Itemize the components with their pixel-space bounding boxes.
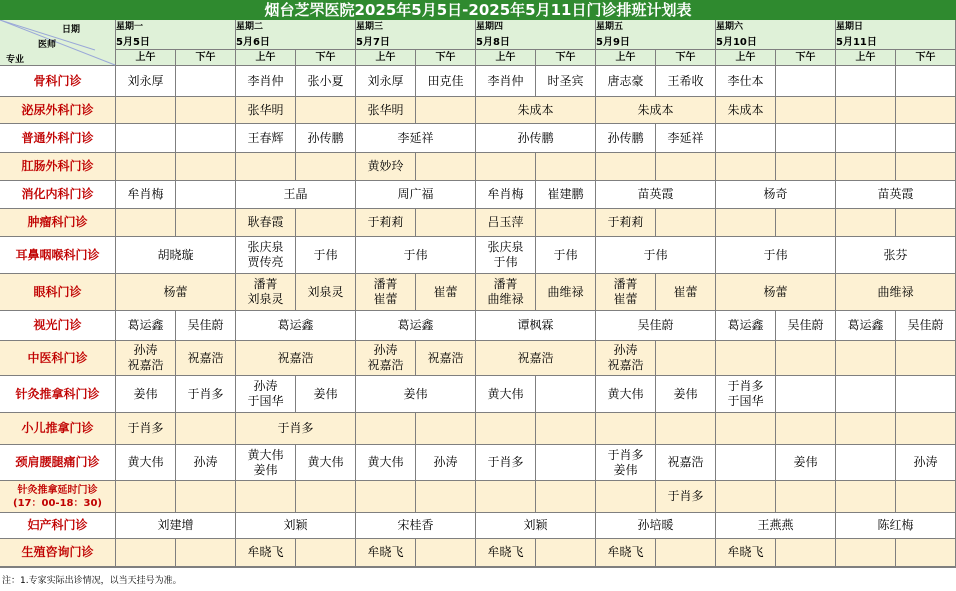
empty-cell: [176, 153, 236, 181]
empty-cell: [836, 376, 896, 413]
doctor-cell: 葛运鑫: [236, 311, 356, 341]
doctor-cell: 田克佳: [416, 66, 476, 97]
empty-cell: [836, 209, 896, 237]
doctor-cell: 于莉莉: [596, 209, 656, 237]
empty-cell: [716, 445, 776, 481]
pm-header: 下午: [416, 50, 476, 66]
pm-header: 下午: [896, 50, 956, 66]
doctor-cell: 刘泉灵: [296, 274, 356, 311]
day-header-7: [836, 20, 956, 50]
empty-cell: [776, 209, 836, 237]
doctor-cell: 于肖多: [236, 413, 356, 445]
empty-cell: [836, 97, 896, 124]
doctor-cell: 于伟: [596, 237, 716, 274]
doctor-cell: 孙涛 祝嘉浩: [356, 341, 416, 376]
doctor-cell: 孙培暖: [596, 513, 716, 539]
doctor-cell: 崔蕾: [656, 274, 716, 311]
doctor-cell: 张华明: [236, 97, 296, 124]
department-label: 骨科门诊: [0, 66, 116, 97]
doctor-cell: 黄妙玲: [356, 153, 416, 181]
empty-cell: [836, 341, 896, 376]
day-date: 5月11日: [836, 36, 877, 48]
day-name: 星期二: [236, 21, 264, 32]
empty-cell: [896, 66, 956, 97]
department-label: 针灸推拿延时门诊 (17：00-18：30): [0, 481, 116, 513]
day-name: 星期三: [356, 21, 384, 32]
doctor-cell: 孙涛 祝嘉浩: [116, 341, 176, 376]
empty-cell: [176, 209, 236, 237]
empty-cell: [296, 539, 356, 567]
empty-cell: [656, 539, 716, 567]
doctor-cell: 黄大伟: [296, 445, 356, 481]
empty-cell: [416, 97, 476, 124]
doctor-cell: 杨奇: [716, 181, 836, 209]
doctor-cell: 孙传鹏: [476, 124, 596, 153]
day-name: 星期四: [476, 21, 504, 32]
empty-cell: [536, 481, 596, 513]
doctor-cell: 葛运鑫: [116, 311, 176, 341]
day-name: 星期六: [716, 21, 744, 32]
doctor-cell: 祝嘉浩: [656, 445, 716, 481]
doctor-cell: 潘菁 曲维禄: [476, 274, 536, 311]
day-name: 星期一: [116, 21, 144, 32]
empty-cell: [176, 97, 236, 124]
empty-cell: [716, 413, 776, 445]
doctor-cell: 耿春霞: [236, 209, 296, 237]
doctor-cell: 于伟: [716, 237, 836, 274]
empty-cell: [116, 153, 176, 181]
pm-header: 下午: [776, 50, 836, 66]
am-header: 上午: [836, 50, 896, 66]
doctor-cell: 孙传鹏: [596, 124, 656, 153]
am-header: 上午: [476, 50, 536, 66]
department-label: 视光门诊: [0, 311, 116, 341]
empty-cell: [656, 341, 716, 376]
empty-cell: [716, 153, 776, 181]
department-label: 针灸推拿科门诊: [0, 376, 116, 413]
am-header: 上午: [116, 50, 176, 66]
doctor-cell: 吴佳蔚: [776, 311, 836, 341]
doctor-cell: 孙涛: [416, 445, 476, 481]
empty-cell: [776, 376, 836, 413]
doctor-cell: 于肖多: [656, 481, 716, 513]
am-header: 上午: [716, 50, 776, 66]
doctor-cell: 于肖多 姜伟: [596, 445, 656, 481]
empty-cell: [836, 66, 896, 97]
doctor-cell: 孙涛 于国华: [236, 376, 296, 413]
empty-cell: [656, 209, 716, 237]
doctor-cell: 孙传鹏: [296, 124, 356, 153]
doctor-cell: 祝嘉浩: [236, 341, 356, 376]
corner-label-specialty: 专业: [6, 55, 25, 65]
day-date: 5月7日: [356, 36, 390, 48]
empty-cell: [176, 124, 236, 153]
empty-cell: [776, 341, 836, 376]
empty-cell: [836, 153, 896, 181]
empty-cell: [476, 481, 536, 513]
pm-header: 下午: [656, 50, 716, 66]
doctor-cell: 黄大伟 姜伟: [236, 445, 296, 481]
empty-cell: [896, 341, 956, 376]
doctor-cell: 于肖多: [176, 376, 236, 413]
am-header: 上午: [236, 50, 296, 66]
doctor-cell: 孙涛: [176, 445, 236, 481]
doctor-cell: 王燕燕: [716, 513, 836, 539]
empty-cell: [116, 481, 176, 513]
empty-cell: [596, 481, 656, 513]
empty-cell: [536, 445, 596, 481]
doctor-cell: 潘菁 崔蕾: [596, 274, 656, 311]
empty-cell: [776, 66, 836, 97]
doctor-cell: 王晶: [236, 181, 356, 209]
doctor-cell: 刘永厚: [116, 66, 176, 97]
empty-cell: [836, 445, 896, 481]
department-label: 颈肩腰腿痛门诊: [0, 445, 116, 481]
empty-cell: [176, 481, 236, 513]
doctor-cell: 吴佳蔚: [596, 311, 716, 341]
doctor-cell: 杨蕾: [116, 274, 236, 311]
doctor-cell: 姜伟: [296, 376, 356, 413]
empty-cell: [116, 209, 176, 237]
empty-cell: [236, 153, 296, 181]
doctor-cell: 王春辉: [236, 124, 296, 153]
doctor-cell: 宋桂香: [356, 513, 476, 539]
empty-cell: [536, 539, 596, 567]
empty-cell: [116, 124, 176, 153]
empty-cell: [836, 413, 896, 445]
empty-cell: [896, 413, 956, 445]
empty-cell: [536, 209, 596, 237]
doctor-cell: 吴佳蔚: [176, 311, 236, 341]
corner-label-date: 日期: [62, 25, 81, 35]
doctor-cell: 葛运鑫: [356, 311, 476, 341]
doctor-cell: 黄大伟: [116, 445, 176, 481]
doctor-cell: 潘菁 刘泉灵: [236, 274, 296, 311]
doctor-cell: 陈红梅: [836, 513, 956, 539]
day-header-3: [356, 20, 476, 50]
doctor-cell: 牟肖梅: [476, 181, 536, 209]
doctor-cell: 张庆泉 贾传亮: [236, 237, 296, 274]
empty-cell: [416, 209, 476, 237]
doctor-cell: 曲维禄: [836, 274, 956, 311]
doctor-cell: 李肖仲: [236, 66, 296, 97]
department-label: 普通外科门诊: [0, 124, 116, 153]
doctor-cell: 刘建增: [116, 513, 236, 539]
empty-cell: [836, 481, 896, 513]
empty-cell: [416, 153, 476, 181]
day-header-2: [236, 20, 356, 50]
day-date: 5月9日: [596, 36, 630, 48]
empty-cell: [716, 124, 776, 153]
department-label: 消化内科门诊: [0, 181, 116, 209]
empty-cell: [896, 97, 956, 124]
doctor-cell: 牟晓飞: [236, 539, 296, 567]
department-label: 妇产科门诊: [0, 513, 116, 539]
doctor-cell: 牟晓飞: [476, 539, 536, 567]
doctor-cell: 孙涛 祝嘉浩: [596, 341, 656, 376]
empty-cell: [176, 181, 236, 209]
empty-cell: [176, 539, 236, 567]
empty-cell: [356, 481, 416, 513]
doctor-cell: 祝嘉浩: [416, 341, 476, 376]
empty-cell: [476, 153, 536, 181]
doctor-cell: 刘颖: [236, 513, 356, 539]
doctor-cell: 葛运鑫: [716, 311, 776, 341]
doctor-cell: 孙涛: [896, 445, 956, 481]
department-label: 泌尿外科门诊: [0, 97, 116, 124]
corner-label-doctor: 医师: [38, 40, 57, 50]
department-label: 生殖咨询门诊: [0, 539, 116, 567]
doctor-cell: 李延祥: [356, 124, 476, 153]
empty-cell: [776, 413, 836, 445]
department-label: 肛肠外科门诊: [0, 153, 116, 181]
doctor-cell: 祝嘉浩: [476, 341, 596, 376]
doctor-cell: 苗英霞: [596, 181, 716, 209]
pm-header: 下午: [536, 50, 596, 66]
empty-cell: [776, 124, 836, 153]
doctor-cell: 朱成本: [476, 97, 596, 124]
day-date: 5月6日: [236, 36, 270, 48]
doctor-cell: 李延祥: [656, 124, 716, 153]
empty-cell: [776, 153, 836, 181]
doctor-cell: 刘颖: [476, 513, 596, 539]
empty-cell: [536, 376, 596, 413]
doctor-cell: 祝嘉浩: [176, 341, 236, 376]
empty-cell: [116, 539, 176, 567]
doctor-cell: 牟晓飞: [716, 539, 776, 567]
doctor-cell: 姜伟: [656, 376, 716, 413]
doctor-cell: 于肖多 于国华: [716, 376, 776, 413]
department-label: 小儿推拿门诊: [0, 413, 116, 445]
doctor-cell: 王希收: [656, 66, 716, 97]
pm-header: 下午: [176, 50, 236, 66]
empty-cell: [416, 539, 476, 567]
doctor-cell: 黄大伟: [596, 376, 656, 413]
doctor-cell: 于伟: [536, 237, 596, 274]
department-label: 耳鼻咽喉科门诊: [0, 237, 116, 274]
empty-cell: [656, 153, 716, 181]
doctor-cell: 崔建鹏: [536, 181, 596, 209]
empty-cell: [716, 341, 776, 376]
empty-cell: [236, 481, 296, 513]
doctor-cell: 李肖仲: [476, 66, 536, 97]
empty-cell: [836, 539, 896, 567]
empty-cell: [296, 209, 356, 237]
doctor-cell: 于伟: [296, 237, 356, 274]
empty-cell: [176, 66, 236, 97]
doctor-cell: 张华明: [356, 97, 416, 124]
doctor-cell: 崔蕾: [416, 274, 476, 311]
footnote: 注：1.专家实际出诊情况，以当天挂号为准。: [0, 567, 956, 591]
doctor-cell: 吕玉萍: [476, 209, 536, 237]
empty-cell: [116, 97, 176, 124]
doctor-cell: 曲维禄: [536, 274, 596, 311]
doctor-cell: 于肖多: [476, 445, 536, 481]
empty-cell: [656, 413, 716, 445]
corner-header: [0, 20, 116, 66]
doctor-cell: 姜伟: [356, 376, 476, 413]
doctor-cell: 于伟: [356, 237, 476, 274]
empty-cell: [836, 124, 896, 153]
doctor-cell: 唐志豪: [596, 66, 656, 97]
empty-cell: [476, 413, 536, 445]
empty-cell: [896, 153, 956, 181]
empty-cell: [776, 97, 836, 124]
doctor-cell: 牟肖梅: [116, 181, 176, 209]
doctor-cell: 吴佳蔚: [896, 311, 956, 341]
doctor-cell: 李仕本: [716, 66, 776, 97]
empty-cell: [416, 413, 476, 445]
doctor-cell: 朱成本: [716, 97, 776, 124]
day-date: 5月10日: [716, 36, 757, 48]
empty-cell: [776, 481, 836, 513]
empty-cell: [596, 153, 656, 181]
empty-cell: [416, 481, 476, 513]
doctor-cell: 张庆泉 于伟: [476, 237, 536, 274]
department-label: 肿瘤科门诊: [0, 209, 116, 237]
empty-cell: [896, 376, 956, 413]
day-header-5: [596, 20, 716, 50]
doctor-cell: 牟晓飞: [356, 539, 416, 567]
doctor-cell: 刘永厚: [356, 66, 416, 97]
empty-cell: [776, 539, 836, 567]
empty-cell: [536, 413, 596, 445]
empty-cell: [296, 481, 356, 513]
doctor-cell: 苗英霞: [836, 181, 956, 209]
doctor-cell: 张芬: [836, 237, 956, 274]
pm-header: 下午: [296, 50, 356, 66]
doctor-cell: 朱成本: [596, 97, 716, 124]
empty-cell: [896, 124, 956, 153]
day-date: 5月5日: [116, 36, 150, 48]
empty-cell: [176, 413, 236, 445]
department-label: 眼科门诊: [0, 274, 116, 311]
empty-cell: [296, 153, 356, 181]
empty-cell: [896, 481, 956, 513]
doctor-cell: 张小夏: [296, 66, 356, 97]
doctor-cell: 时圣宾: [536, 66, 596, 97]
day-header-4: [476, 20, 596, 50]
doctor-cell: 于莉莉: [356, 209, 416, 237]
doctor-cell: 于肖多: [116, 413, 176, 445]
department-label: 中医科门诊: [0, 341, 116, 376]
doctor-cell: 谭枫霖: [476, 311, 596, 341]
empty-cell: [716, 481, 776, 513]
doctor-cell: 姜伟: [776, 445, 836, 481]
empty-cell: [536, 153, 596, 181]
sheet-title: 烟台芝罘医院2025年5月5日-2025年5月11日门诊排班计划表: [0, 0, 956, 20]
empty-cell: [296, 97, 356, 124]
day-name: 星期五: [596, 21, 624, 32]
empty-cell: [896, 539, 956, 567]
doctor-cell: 黄大伟: [356, 445, 416, 481]
doctor-cell: 姜伟: [116, 376, 176, 413]
doctor-cell: 周广福: [356, 181, 476, 209]
day-name: 星期日: [836, 21, 864, 32]
doctor-cell: 胡晓璇: [116, 237, 236, 274]
am-header: 上午: [596, 50, 656, 66]
day-date: 5月8日: [476, 36, 510, 48]
empty-cell: [896, 209, 956, 237]
empty-cell: [356, 413, 416, 445]
doctor-cell: 牟晓飞: [596, 539, 656, 567]
day-header-6: [716, 20, 836, 50]
doctor-cell: 葛运鑫: [836, 311, 896, 341]
am-header: 上午: [356, 50, 416, 66]
doctor-cell: 黄大伟: [476, 376, 536, 413]
empty-cell: [596, 413, 656, 445]
doctor-cell: 潘菁 崔蕾: [356, 274, 416, 311]
empty-cell: [716, 209, 776, 237]
day-header-1: [116, 20, 236, 50]
doctor-cell: 杨蕾: [716, 274, 836, 311]
